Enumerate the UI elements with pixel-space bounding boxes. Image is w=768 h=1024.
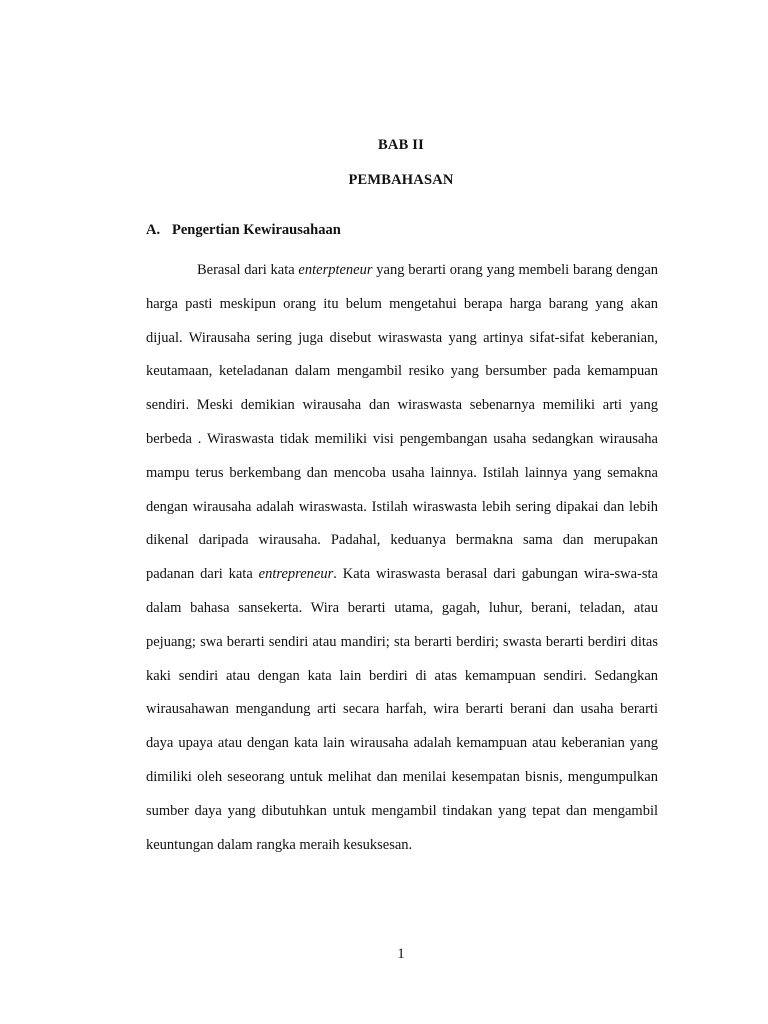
chapter-title: PEMBAHASAN: [348, 172, 454, 188]
paragraph-italic-term-1: enterpteneur: [298, 262, 373, 278]
section-letter: A.: [146, 222, 161, 238]
paragraph-italic-term-2: entrepreneur: [258, 566, 334, 583]
paragraph-text-2: yang berarti orang yang membeli barang dengan harga pasti meskipun orang itu belum mengetahui berapa harga barang yang akan dijual. Wirausaha sering juga disebut wiraswasta yang artinya sifat-sifat keberanian, keutamaan, keteladanan dalam mengambil resiko yang bersumber pada kemampuan sendiri. Meski demikian wirausaha dan wiraswasta sebenarnya memiliki arti yang berbeda . Wiraswasta tidak memiliki visi pengembangan usaha sedangkan wirausaha mampu terus berkembang dan mencoba usaha lainnya. Istilah lainnya yang semakna dengan wirausaha adalah wiraswasta. Istilah wiraswasta lebih sering dipakai dan lebih dikenal daripada wirausaha. Padahal, keduanya bermakna sama dan merupakan padanan dari kata: [146, 262, 659, 583]
body-paragraph: [146, 254, 658, 862]
paragraph-text-3: . Kata wiraswasta berasal dari gabungan wira-swa-sta dalam bahasa sansekerta. Wira berarti utama, gagah, luhur, berani, teladan, atau pejuang; swa berarti sendiri atau mandiri; sta berarti berdiri; swasta berarti berdiri ditas kaki sendiri atau dengan kata lain berdiri di atas kemampuan sendiri. Sedangkan wirausahawan mengandung arti secara harfah, wira berarti berani dan usaha berarti daya upaya atau dengan kata lain wirausaha adalah kemampuan atau keberanian yang dimiliki oleh seseorang untuk melihat dan menilai kesempatan bisnis, mengumpulkan sumber daya yang dibutuhkan untuk mengambil tindakan yang tepat dan mengambil keuntungan dalam rangka meraih kesuksesan.: [146, 566, 658, 853]
paragraph-text-1: Berasal dari kata: [197, 262, 299, 278]
section-heading: [146, 222, 341, 239]
section-title: Pengertian Kewirausahaan: [172, 222, 341, 238]
page-number: 1: [397, 946, 405, 962]
chapter-number: BAB II: [378, 137, 424, 153]
